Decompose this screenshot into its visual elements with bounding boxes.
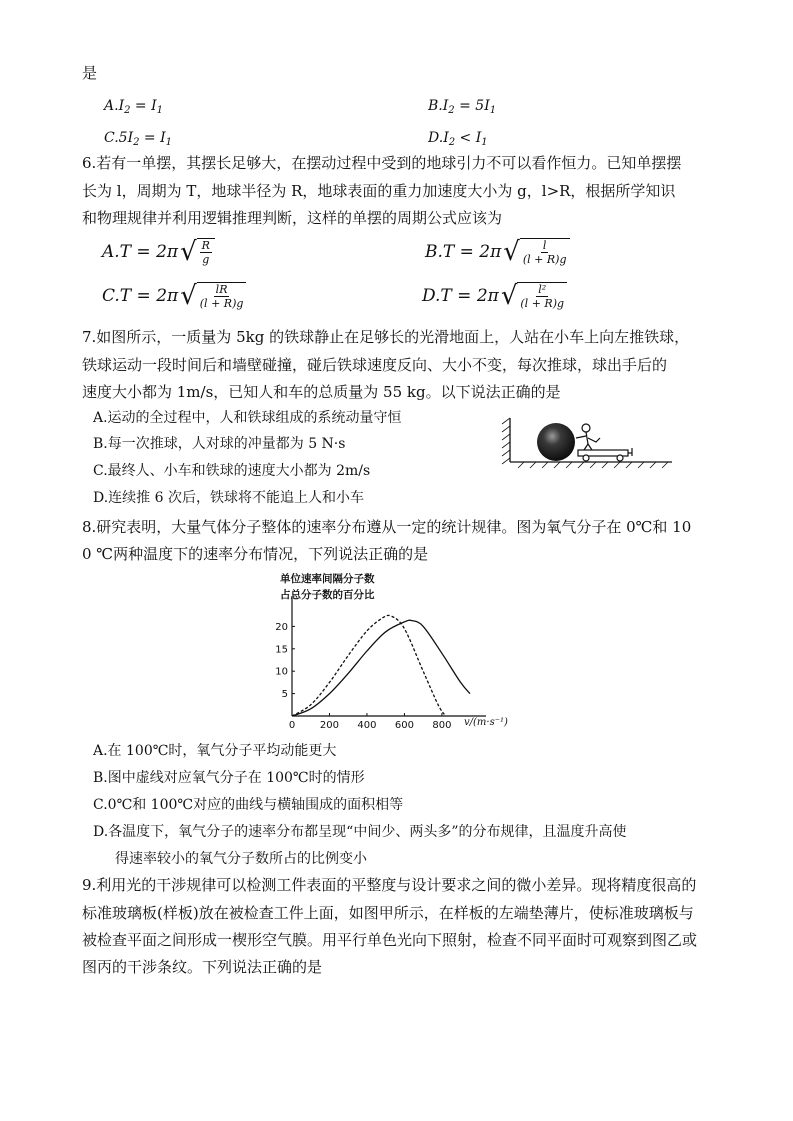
q7-stem-line3: 速度大小都为 1m/s，已知人和车的总质量为 55 kg。以下说法正确的是	[82, 383, 561, 401]
q7-option-d[interactable]: D.连续推 6 次后，铁球将不能追上人和小车	[93, 490, 364, 506]
q7-option-b[interactable]: B.每一次推球，人对球的冲量都为 5 N·s	[93, 436, 346, 452]
q8-option-c[interactable]: C.0℃和 100℃对应的曲线与横轴围成的面积相等	[93, 797, 404, 813]
dashed-curve	[292, 615, 446, 716]
q5-option-c[interactable]: $C.5I_2 = I_1$	[104, 130, 173, 148]
q8-option-a[interactable]: A.在 100℃时，氧气分子平均动能更大	[93, 743, 337, 759]
q6-stem-line3: 和物理规律并利用逻辑推理判断，这样的单摆的周期公式应该为	[82, 209, 503, 227]
chart-series	[292, 615, 470, 716]
q7-stem-line2: 铁球运动一段时间后和墙壁碰撞，碰后铁球速度反向、大小不变，每次推球，球出手后的	[82, 356, 668, 374]
q8-stem-line1: 8.研究表明，大量气体分子整体的速率分布遵从一定的统计规律。图为氧气分子在 0℃和 10	[82, 518, 692, 536]
x-tick-label: 200	[319, 720, 340, 731]
chart-title-line1: 单位速率间隔分子数	[280, 573, 375, 585]
q7-option-a[interactable]: A.运动的全过程中，人和铁球组成的系统动量守恒	[93, 410, 402, 426]
y-tick-label: 10	[275, 666, 288, 678]
iron-ball	[537, 423, 575, 461]
q8-option-b[interactable]: B.图中虚线对应氧气分子在 100℃时的情形	[93, 770, 365, 786]
y-tick-label: 20	[275, 621, 288, 633]
y-tick-label: 15	[275, 644, 288, 656]
x-tick-label: 800	[432, 720, 452, 731]
q5-option-d[interactable]: $D.I_2 < I_1$	[428, 130, 488, 148]
q7-stem-line1: 7.如图所示，一质量为 5kg 的铁球静止在足够长的光滑地面上，人站在小车上向左推铁球，	[82, 328, 690, 346]
person-on-cart	[576, 424, 632, 461]
q7-figure-ball-cart	[500, 410, 680, 470]
q8-option-d-line1[interactable]: D.各温度下，氧气分子的速率分布都呈现“中间少、两头多”的分布规律，且温度升高使	[93, 824, 627, 840]
chart-title-line2: 占总分子数的百分比	[280, 589, 375, 601]
speed-distribution-chart	[268, 568, 530, 734]
q6-stem-line2: 长为 l，周期为 T，地球半径为 R，地球表面的重力加速度大小为 g，l>R，根据所学知识	[82, 182, 676, 200]
x-axis-label: v/(m·s⁻¹)	[464, 717, 508, 728]
q9-stem-line4: 图丙的干涉条纹。下列说法正确的是	[82, 958, 323, 976]
q9-stem-line2: 标准玻璃板(样板)放在被检查工件上面，如图甲所示，在样板的左端垫薄片，使标准玻璃板与	[82, 904, 694, 922]
q5-option-a[interactable]: $A.I_2 = I_1$	[104, 98, 164, 116]
q9-stem-line3: 被检查平面之间形成一楔形空气膜。用平行单色光向下照射，检查不同平面时可观察到图乙或	[82, 931, 698, 949]
q5-option-b[interactable]: $B.I_2 = 5I_1$	[428, 98, 497, 116]
q6-option-d[interactable]: D.T = 2π √ $\frac{\text{l²}}{(l + R)g}$	[422, 282, 567, 310]
q7-option-c[interactable]: C.最终人、小车和铁球的速度大小都为 2m/s	[93, 463, 371, 479]
q6-option-c[interactable]: C.T = 2π √ $\frac{lR}{(l + R)g}$	[102, 282, 246, 310]
q5-tail: 是	[82, 64, 98, 82]
q8-stem-line2: 0 ℃两种温度下的速率分布情况，下列说法正确的是	[82, 545, 429, 563]
y-tick-label: 5	[281, 689, 288, 701]
x-tick-label: 0	[288, 720, 296, 731]
q6-stem-line1: 6.若有一单摆，其摆长足够大，在摆动过程中受到的地球引力不可以看作恒力。已知单摆摆	[82, 154, 682, 172]
x-tick-label: 600	[394, 720, 414, 731]
solid-curve	[292, 620, 470, 716]
x-tick-label: 400	[357, 720, 377, 731]
q6-option-a[interactable]: A.T = 2π √ $\frac{R}{g}$	[102, 238, 215, 266]
q6-option-b[interactable]: B.T = 2π √ $\frac{l}{(l + R)g}$	[425, 238, 570, 266]
q9-stem-line1: 9.利用光的干涉规律可以检测工件表面的平整度与设计要求之间的微小差异。现将精度很高的	[82, 876, 697, 894]
q8-option-d-line2: 得速率较小的氧气分子数所占的比例变小	[115, 851, 367, 867]
